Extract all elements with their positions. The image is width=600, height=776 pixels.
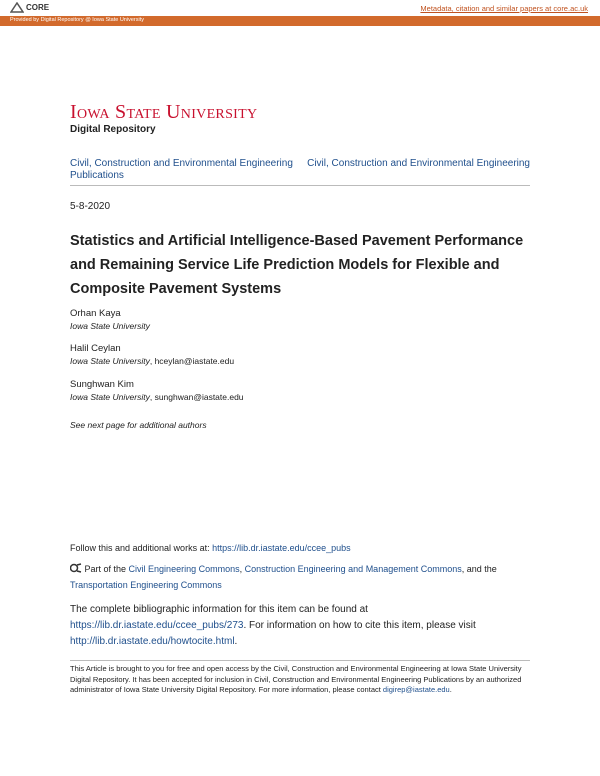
bibliographic-info: The complete bibliographic information for this item can be found at https://lib.dr.iastate.edu/ccee_pubs/273. For information on how to cite this item, please visit http://lib.dr.iastate.edu/howtocite.html. <box>70 604 476 647</box>
see-next-page-note: See next page for additional authors <box>70 420 207 430</box>
paper-title: Statistics and Artificial Intelligence-Based Pavement Performance and Remaining Service Life Prediction Models for Flexible and Composite Pavement Systems <box>70 233 524 297</box>
transportation-engineering-commons-link[interactable]: Transportation Engineering Commons <box>70 580 222 590</box>
author-affiliation: Iowa State University, hceylan@iastate.edu <box>70 356 235 366</box>
contact-email-link[interactable]: digirep@iastate.edu <box>382 685 450 694</box>
author-affiliation: Iowa State University, sunghwan@iastate.edu <box>70 392 244 402</box>
footer-notice: This Article is brought to you for free and open access by the Civil, Construction and Environmental Engineering at Iowa State University Digital Repository. It has been accepted for inclusion in Civil, Construction and Environmental Engineering Publications by an authorized administrator of Iowa State University Digital Repository. For more information, please contact digirep@iastate.edu. <box>70 664 522 694</box>
collection-link-right[interactable]: Civil, Construction and Environmental Engineering <box>307 158 530 169</box>
core-logo-text: CORE <box>26 3 50 12</box>
author-name: Sunghwan Kim <box>70 379 134 390</box>
author-1 <box>70 307 150 333</box>
author-name: Halil Ceylan <box>70 343 121 354</box>
item-link[interactable]: https://lib.dr.iastate.edu/ccee_pubs/273 <box>70 620 244 631</box>
divider <box>70 185 530 186</box>
author-name: Orhan Kaya <box>70 308 121 319</box>
part-of-commons: Part of the Civil Engineering Commons, Construction Engineering and Management Commons, and the Transportation Engineering Commons <box>70 564 497 590</box>
author-email[interactable]: , sunghwan@iastate.edu <box>149 392 244 402</box>
author-affiliation: Iowa State University <box>70 321 150 331</box>
author-3 <box>70 378 244 404</box>
author-2 <box>70 342 234 368</box>
core-logo-icon <box>10 2 24 13</box>
core-logo[interactable] <box>10 2 49 13</box>
provided-by-bar <box>0 16 600 26</box>
author-email[interactable]: , hceylan@iastate.edu <box>149 356 235 366</box>
collection-link-left[interactable]: Civil, Construction and Environmental Engineering Publications <box>70 158 293 181</box>
follow-line: Follow this and additional works at: https://lib.dr.iastate.edu/ccee_pubs <box>70 543 351 553</box>
university-logo-text[interactable] <box>70 101 257 124</box>
construction-engineering-commons-link[interactable]: Construction Engineering and Management Commons <box>244 564 462 574</box>
follow-link[interactable]: https://lib.dr.iastate.edu/ccee_pubs <box>212 543 351 553</box>
civil-engineering-commons-link[interactable]: Civil Engineering Commons <box>128 564 240 574</box>
publication-date: 5-8-2020 <box>70 201 111 212</box>
core-metadata-link[interactable]: Metadata, citation and similar papers at core.ac.uk <box>420 4 588 13</box>
repository-subtitle: Digital Repository <box>70 124 156 135</box>
how-to-cite-link[interactable]: http://lib.dr.iastate.edu/howtocite.html <box>70 636 235 647</box>
core-header <box>0 0 600 16</box>
commons-network-icon <box>70 563 82 573</box>
provided-by-text: Provided by Digital Repository @ Iowa State University <box>10 17 144 23</box>
university-name: Iowa State University <box>70 101 258 123</box>
footer-divider <box>70 660 530 661</box>
